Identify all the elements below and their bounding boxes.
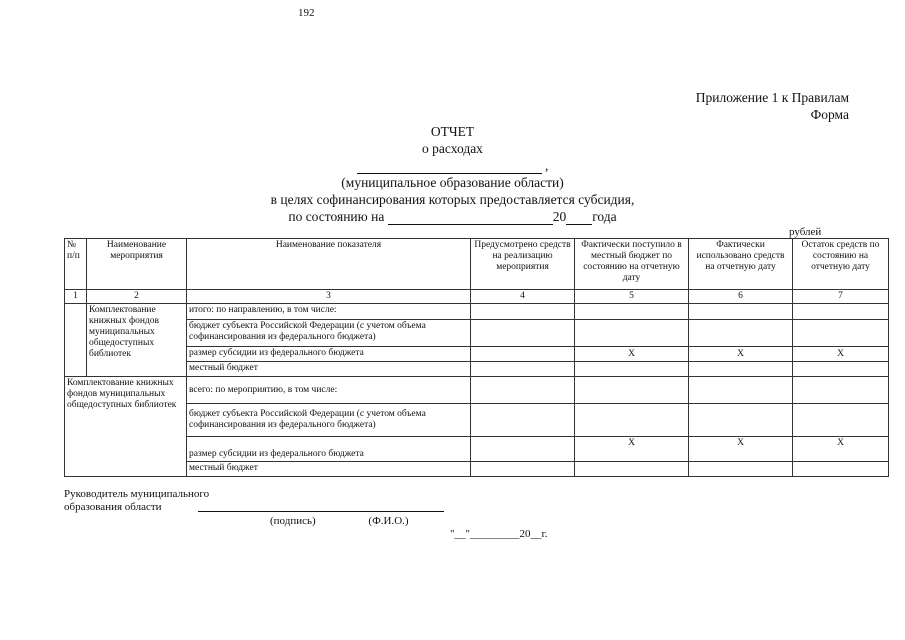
units-label: рублей bbox=[789, 226, 822, 238]
x-mark: X bbox=[575, 437, 689, 462]
header-activity: Наименование мероприятия bbox=[87, 239, 187, 290]
report-subtitle: о расходах bbox=[422, 141, 483, 156]
header-number: № п/п bbox=[65, 239, 87, 290]
municipality-blank bbox=[0, 158, 905, 174]
header-received: Фактически поступило в местный бюджет по состоянию на отчетную дату bbox=[575, 239, 689, 290]
col-num: 3 bbox=[187, 290, 471, 304]
x-mark: X bbox=[793, 347, 889, 362]
indicator-name: итого: по направлению, в том числе: bbox=[187, 304, 471, 320]
table-row bbox=[65, 362, 889, 377]
signature-line-2: образования области bbox=[64, 501, 162, 513]
appendix-line-2: Форма bbox=[810, 107, 849, 122]
header-used: Фактически использовано средств на отчетную дату bbox=[689, 239, 793, 290]
indicator-name: размер субсидии из федерального бюджета bbox=[187, 437, 471, 462]
purpose-line: в целях софинансирования которых предоставляется субсидия, bbox=[270, 192, 635, 207]
col-num: 4 bbox=[471, 290, 575, 304]
x-mark: X bbox=[575, 347, 689, 362]
column-numbers-row bbox=[65, 290, 889, 304]
signature-date: "__"_________20__г. bbox=[450, 528, 548, 540]
header-balance: Остаток средств по состоянию на отчетную дату bbox=[793, 239, 889, 290]
table-row bbox=[65, 347, 889, 362]
activity-name: Комплектование книжных фондов муниципальных общедоступных библиотек bbox=[65, 377, 187, 477]
x-mark: X bbox=[793, 437, 889, 462]
date-line bbox=[0, 209, 905, 225]
indicator-name: местный бюджет bbox=[187, 462, 471, 477]
signature-line-1: Руководитель муниципального bbox=[64, 488, 210, 500]
report-table bbox=[64, 238, 889, 477]
col-num: 5 bbox=[575, 290, 689, 304]
indicator-name: всего: по мероприятию, в том числе: bbox=[187, 377, 471, 404]
table-row bbox=[65, 462, 889, 477]
table-row bbox=[65, 377, 889, 404]
x-mark: X bbox=[689, 437, 793, 462]
header-indicator: Наименование показателя bbox=[187, 239, 471, 290]
activity-name: Комплектование книжных фондов муниципальных общедоступных библиотек bbox=[87, 304, 187, 377]
row-number-cell bbox=[65, 304, 87, 377]
label-name: (Ф.И.О.) bbox=[368, 515, 409, 527]
signature-underline bbox=[198, 510, 444, 512]
date-suffix: года bbox=[592, 209, 617, 224]
col-num: 1 bbox=[65, 290, 87, 304]
x-mark: X bbox=[689, 347, 793, 362]
table-row bbox=[65, 404, 889, 437]
table-row bbox=[65, 304, 889, 320]
label-sign: (подпись) bbox=[270, 515, 316, 527]
table-header-row bbox=[65, 239, 889, 290]
indicator-name: размер субсидии из федерального бюджета bbox=[187, 347, 471, 362]
signature-sublabels bbox=[270, 515, 459, 527]
table-row bbox=[65, 437, 889, 462]
indicator-name: местный бюджет bbox=[187, 362, 471, 377]
appendix-note bbox=[696, 89, 849, 123]
col-num: 2 bbox=[87, 290, 187, 304]
report-title: ОТЧЕТ bbox=[430, 124, 475, 139]
table-row bbox=[65, 320, 889, 347]
indicator-name: бюджет субъекта Российской Федерации (с учетом объема софинансирования из федерального бюджета) bbox=[187, 404, 471, 437]
municipality-caption: (муниципальное образование области) bbox=[341, 175, 564, 190]
col-num: 7 bbox=[793, 290, 889, 304]
signature-block bbox=[64, 488, 209, 514]
indicator-name: бюджет субъекта Российской Федерации (с учетом объема софинансирования из федерального бюджета) bbox=[187, 320, 471, 347]
page-number: 192 bbox=[298, 7, 315, 19]
date-prefix: по состоянию на bbox=[288, 209, 385, 224]
col-num: 6 bbox=[689, 290, 793, 304]
header-planned: Предусмотрено средств на реализацию мероприятия bbox=[471, 239, 575, 290]
date-year: 20 bbox=[552, 209, 567, 224]
appendix-line-1: Приложение 1 к Правилам bbox=[695, 90, 849, 105]
blank-comma: , bbox=[545, 158, 549, 173]
